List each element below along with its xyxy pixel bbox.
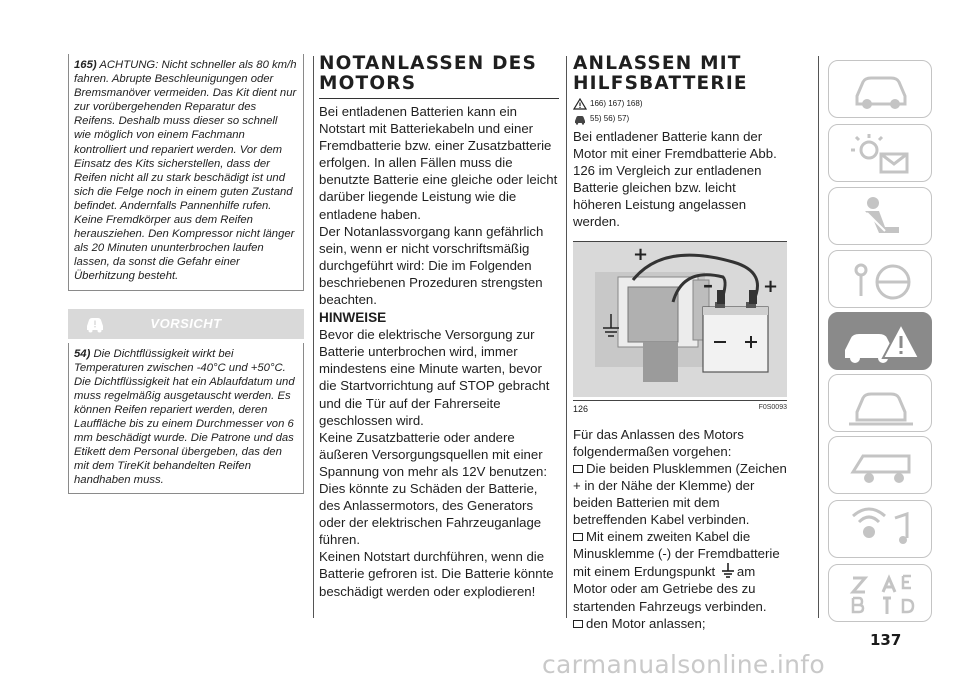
warning-refs [573, 96, 787, 111]
section-heading-notanlassen [319, 54, 559, 94]
step-text: Mit einem zweiten Kabel die Minusklemme (-) der Fremdbatterie mit einem Erdungspunkt [573, 529, 780, 580]
middle-column [319, 54, 559, 600]
ground-symbol-icon [721, 562, 735, 578]
figure-caption [573, 400, 787, 414]
warning-box [68, 54, 304, 291]
key-steering-icon [839, 256, 923, 304]
column-divider-3 [818, 56, 819, 618]
procedure-step [573, 615, 787, 632]
connectivity-music-icon [839, 506, 923, 554]
caution-car-icon [573, 113, 587, 125]
page-number: 137 [870, 631, 902, 649]
warning-text: ACHTUNG: Nicht schneller als 80 km/h fahren. Abrupte Beschleunigungen oder Bremsmanöver vermeiden. Das Kit dient nur zur vorübergehenden Reparatur des Reifens. Deshalb muss dieser so schnell wie möglich von einem Fachmann kontrolliert und repariert werden. Vor dem Einsatz des Kits sicherstellen, dass der Reifen nicht all zu stark beschädigt ist und sich die Felge noch in einem guten Zustand befindet. Andernfalls Pannenhilfe rufen. Keine Fremdkörper aus dem Reifen herausziehen. Den Kompressor nicht länger als 20 Minuten ununterbrochen laufen lassen, da sonst die Gefahr einer Überhitzung besteht. [74, 59, 297, 283]
procedure-intro: Für das Anlassen des Motors folgendermaßen vorgehen: [573, 426, 744, 459]
positive-terminal-label: + [633, 243, 649, 265]
paragraph: Bei entladenen Batterien kann ein Notstart mit Batteriekabeln und einer Fremdbatterie bzw. einer Zusatzbatterie erfolgen. In allen Fällen muss die benutzte Batterie eine gleiche oder leicht darüber liegende Leistung wie die entladene haben. [319, 104, 558, 222]
chapter-tab-lights[interactable] [828, 124, 932, 182]
vorsicht-header [68, 309, 304, 339]
vorsicht-ref: 54) [74, 347, 91, 360]
step-text: Die beiden Plusklemmen (Zeichen + in der Nähe der Klemme) der beiden Batterien mit dem betreffenden Kabel verbinden. [573, 460, 787, 528]
breakdown-warning-icon [839, 318, 923, 366]
seat-airbag-icon [839, 193, 923, 241]
sun-envelope-icon [839, 130, 923, 178]
caution-refs [573, 111, 787, 126]
car-icon [839, 66, 923, 114]
warning-refs-text: 166) 167) 168) [590, 98, 643, 108]
hinweise-title: HINWEISE [319, 310, 387, 326]
procedure-step [573, 460, 787, 528]
middle-body [319, 103, 559, 600]
positive-terminal-label-2: + [763, 275, 779, 297]
bullet-icon [573, 533, 583, 541]
paragraph: Bevor die elektrische Versorgung zur Batterie unterbrochen wird, immer mindestens eine Minute warten, bevor die Startvorrichtung auf STOP gebracht und die Tür auf der Fahrerseite geschlossen wird. [319, 327, 550, 428]
negative-terminal-label: – [703, 272, 713, 297]
step-text: am Motor oder am Getriebe des zu startenden Fahrzeugs verbinden. [573, 564, 767, 614]
section-heading-hilfsbatterie [573, 54, 787, 94]
procedure-step [573, 528, 787, 614]
left-column [68, 54, 304, 494]
step-text: den Motor anlassen; [586, 615, 706, 631]
bullet-icon [573, 620, 583, 628]
right-column [573, 54, 787, 632]
watermark: carmanualsonline.info [542, 650, 825, 679]
vorsicht-box [68, 343, 304, 495]
chapter-tab-technical[interactable] [828, 436, 932, 494]
figure-code: F0S0093 [758, 403, 787, 411]
paragraph: Der Notanlassvorgang kann gefährlich sein, wenn er nicht vorschriftsmäßig durchgeführt wird: Die im Folgenden beschriebenen Prozeduren strengsten beachten. [319, 223, 544, 308]
paragraph: Keine Zusatzbatterie oder andere äußeren Versorgungsquellen mit einer Spannung von mehr als 12V benutzen: Dies könnte zu Schäden der Batterie, des Anlassermotors, des Generators oder der elektrischen Fahrzeuganlage führen. [319, 429, 548, 548]
battery-figure [573, 241, 787, 397]
jump-start-illustration [573, 242, 787, 397]
heading-rule [319, 98, 559, 99]
chapter-tab-safety[interactable] [828, 187, 932, 245]
figure-number: 126 [573, 403, 589, 414]
chapter-tab-maintenance[interactable] [828, 374, 932, 432]
chapter-sidebar [828, 60, 932, 624]
heading-line-2: MOTORS [319, 73, 417, 94]
warning-ref: 165) [74, 59, 97, 71]
chapter-tab-car[interactable] [828, 60, 932, 118]
intro-paragraph: Bei entladener Batterie kann der Motor mit einer Fremdbatterie Abb. 126 im Vergleich zur entladenen Batterie gleichen bzw. leicht höheren Leistung angelassen werden. [573, 129, 777, 230]
warning-triangle-icon [573, 98, 587, 110]
tools-icon [839, 442, 923, 490]
caution-refs-text: 55) 56) 57) [590, 113, 630, 123]
service-car-icon [839, 380, 923, 428]
chapter-tab-index[interactable] [828, 564, 932, 622]
vorsicht-title: VORSICHT [150, 315, 222, 331]
heading-line-1: ANLASSEN MIT [573, 53, 742, 74]
paragraph: Keinen Notstart durchführen, wenn die Batterie gefroren ist. Die Batterie könnte beschädigt werden oder explodieren! [319, 549, 554, 599]
chapter-tab-emergency[interactable] [828, 312, 932, 370]
vorsicht-text: Die Dichtflüssigkeit wirkt bei Temperaturen zwischen -40°C und +50°C. Die Dichtflüssigkeit hat ein Ablaufdatum und muss regelmäßig ausgetauscht werden. Es können Reifen repariert werden, deren Lauffläche bis zu einem Durchmesser von 6 mm beschädigt wurde. Die Patrone und das Etikett dem Personal übergeben, das den mit dem TireKit behandelten Reifen handhaben muss. [74, 347, 295, 487]
chapter-tab-multimedia[interactable] [828, 500, 932, 558]
procedure [573, 426, 787, 632]
bullet-icon [573, 465, 583, 473]
heading-line-1: NOTANLASSEN DES [319, 53, 537, 74]
heading-line-2: HILFSBATTERIE [573, 73, 748, 94]
alphabet-index-icon [839, 570, 923, 618]
column-divider-1 [313, 56, 314, 618]
column-divider-2 [566, 56, 567, 618]
chapter-tab-start[interactable] [828, 250, 932, 308]
